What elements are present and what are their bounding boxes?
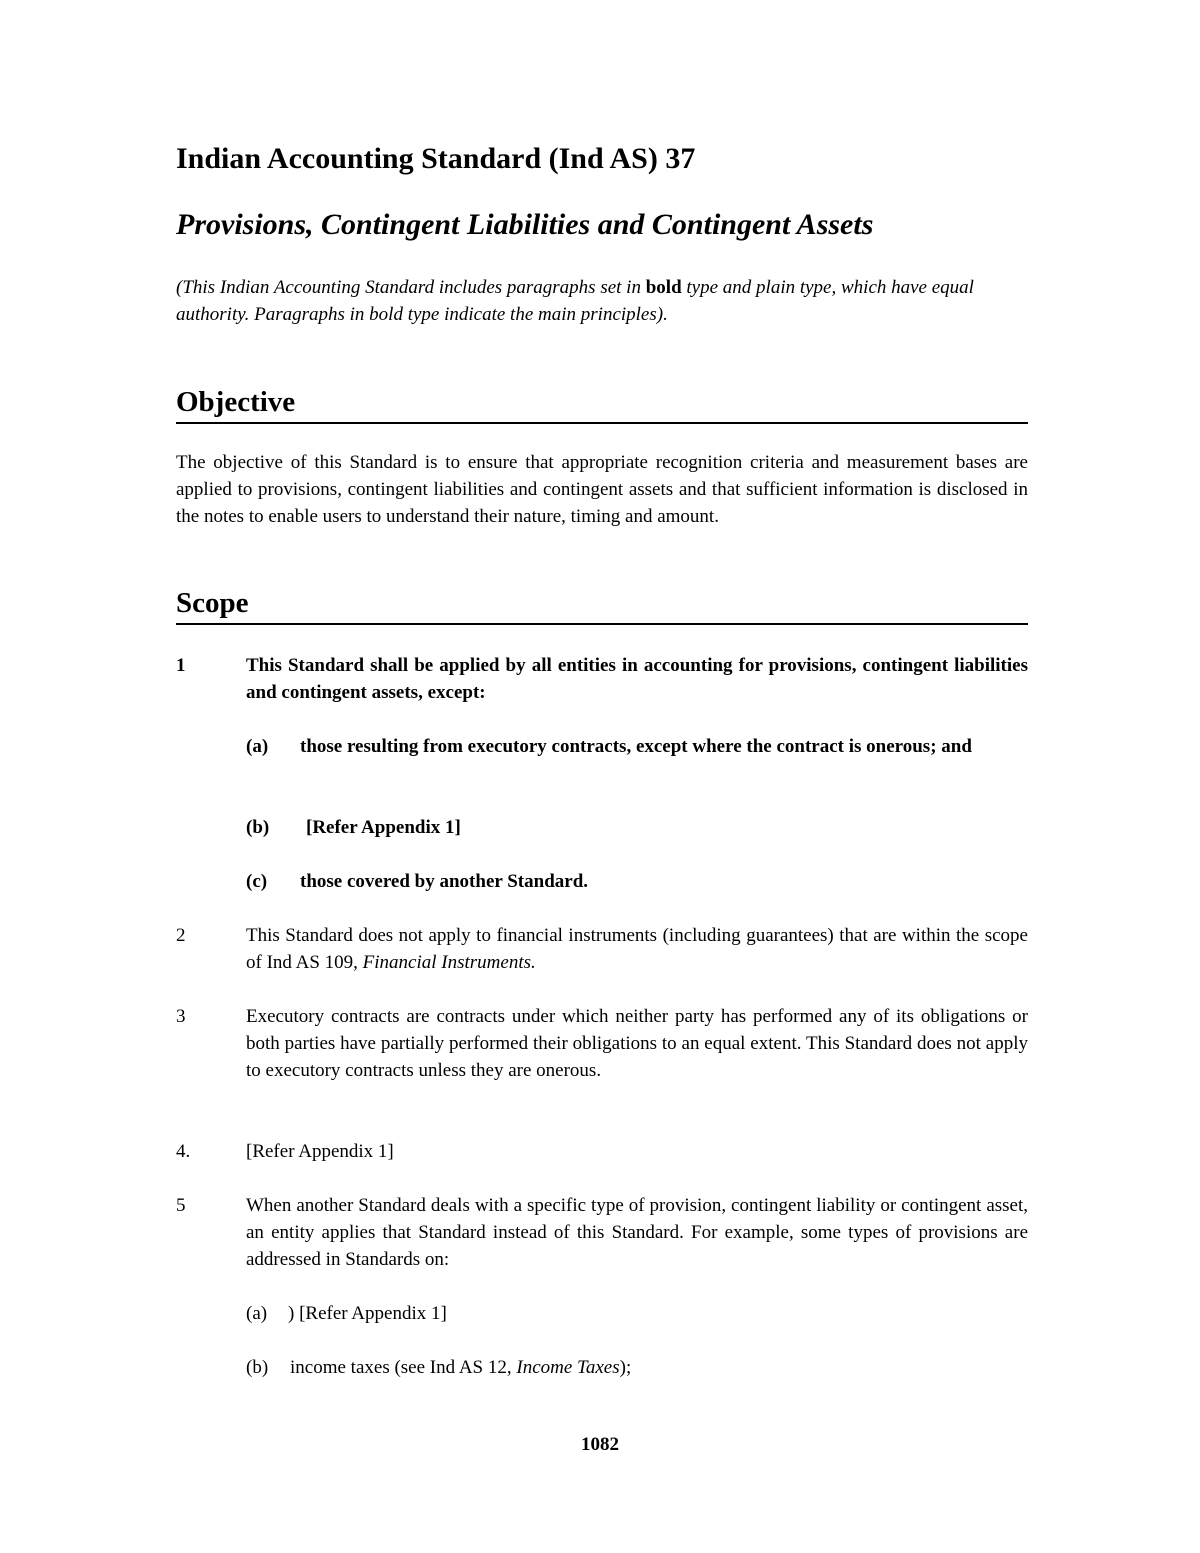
paragraph-3-text: Executory contracts are contracts under which neither party has performed any of its obligations or both parties have partially performed their obligations to an equal extent. This Standard does not apply to executory contracts unless they are onerous. bbox=[246, 1006, 1028, 1081]
paragraph-1-text: This Standard shall be applied by all entities in accounting for provisions, contingent liabilities and contingent assets, except: bbox=[246, 655, 1028, 703]
paragraph-5-item-b-end: ); bbox=[619, 1357, 632, 1378]
paragraph-2-number: 2 bbox=[176, 925, 186, 946]
paragraph-1-item-b-text: [Refer Appendix 1] bbox=[306, 817, 461, 838]
authority-note bbox=[176, 274, 1028, 328]
paragraph-5-item-a-text: ) [Refer Appendix 1] bbox=[288, 1303, 447, 1324]
paragraph-2-text-italic: Financial Instruments. bbox=[362, 952, 536, 973]
page-number: 1082 bbox=[581, 1434, 619, 1455]
paragraph-1-item-a-text: those resulting from executory contracts, except where the contract is onerous; and bbox=[300, 736, 972, 757]
paragraph-1-item-c-text: those covered by another Standard. bbox=[300, 871, 589, 892]
paragraph-1-item-b-label: (b) bbox=[246, 817, 270, 838]
paragraph-1-number: 1 bbox=[176, 655, 186, 676]
objective-paragraph: The objective of this Standard is to ensure that appropriate recognition criteria and measurement bases are applied to provisions, contingent liabilities and contingent assets and that sufficient information is disclosed in the notes to enable users to understand their nature, timing and amount. bbox=[176, 452, 1028, 527]
authority-note-bold-word: bold bbox=[645, 277, 682, 298]
scope-heading: Scope bbox=[176, 585, 1028, 625]
paragraph-2-text-plain: This Standard does not apply to financial instruments (including guarantees) that are within the scope of Ind AS 109, bbox=[246, 925, 1028, 973]
authority-note-part2: type and plain type, which have equal authority. Paragraphs in bold type indicate the main principles). bbox=[176, 277, 974, 325]
paragraph-5-item-b-text bbox=[290, 1354, 1018, 1381]
paragraph-4-text: [Refer Appendix 1] bbox=[246, 1141, 394, 1162]
paragraph-5-text: When another Standard deals with a specific type of provision, contingent liability or contingent asset, an entity applies that Standard instead of this Standard. For example, some types of provisions are addressed in Standards on: bbox=[246, 1195, 1028, 1270]
paragraph-5-number: 5 bbox=[176, 1195, 186, 1216]
paragraph-1-item-a-label: (a) bbox=[246, 736, 269, 757]
paragraph-1-item-c-label: (c) bbox=[246, 871, 268, 892]
paragraph-5-item-b-label: (b) bbox=[246, 1357, 269, 1378]
authority-note-part1: (This Indian Accounting Standard includes paragraphs set in bbox=[176, 277, 646, 298]
paragraph-5-item-b-italic: Income Taxes bbox=[516, 1357, 620, 1378]
paragraph-3-number: 3 bbox=[176, 1006, 186, 1027]
paragraph-4-number: 4. bbox=[176, 1141, 191, 1162]
standard-subtitle: Provisions, Contingent Liabilities and Contingent Assets bbox=[176, 208, 874, 241]
paragraph-5-item-b-plain: income taxes (see Ind AS 12, bbox=[290, 1357, 517, 1378]
paragraph-5-item-a-label: (a) bbox=[246, 1303, 268, 1324]
paragraph-2-text bbox=[246, 922, 1028, 976]
standard-title: Indian Accounting Standard (Ind AS) 37 bbox=[176, 142, 696, 175]
objective-heading: Objective bbox=[176, 384, 1028, 424]
